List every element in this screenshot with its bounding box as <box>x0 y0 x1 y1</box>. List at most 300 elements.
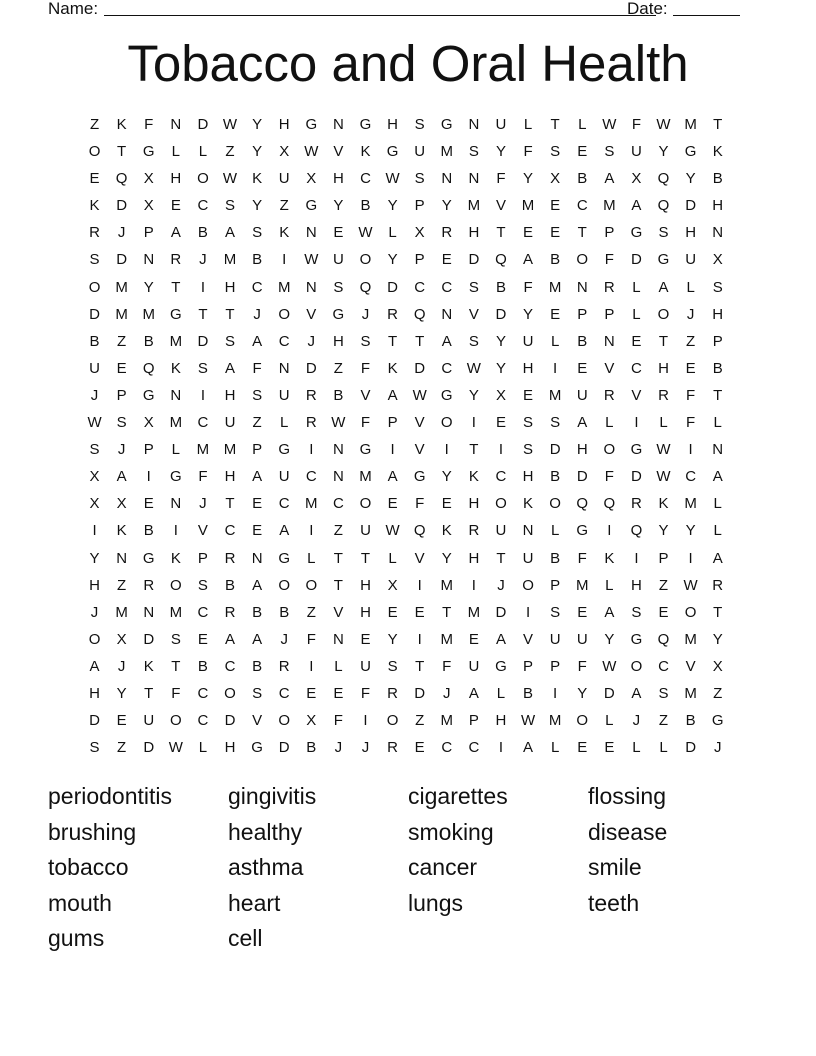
grid-letter: E <box>387 495 398 513</box>
grid-letter: Y <box>658 143 669 161</box>
grid-letter: W <box>683 576 698 594</box>
grid-letter: W <box>331 414 346 432</box>
grid-letter: H <box>89 684 100 702</box>
grid-letter: E <box>252 495 263 513</box>
grid-letter: Z <box>117 739 127 757</box>
grid-letter: B <box>495 278 506 296</box>
grid-letter: E <box>360 630 371 648</box>
grid-letter: O <box>169 712 182 730</box>
grid-letter: M <box>223 441 237 459</box>
grid-letter: L <box>198 739 208 757</box>
grid-letter: O <box>630 657 643 675</box>
grid-letter: H <box>631 576 642 594</box>
grid-letter: Z <box>306 603 316 621</box>
grid-letter: H <box>522 468 534 486</box>
grid-letter: O <box>305 576 318 594</box>
grid-letter: W <box>222 116 238 133</box>
grid-letter: K <box>252 170 263 188</box>
grid-letter: B <box>685 712 696 730</box>
grid-letter: X <box>143 170 154 188</box>
grid-letter: V <box>468 305 479 323</box>
grid-letter: X <box>279 143 290 161</box>
grid-letter: L <box>632 739 641 757</box>
grid-letter: T <box>713 603 723 621</box>
grid-letter: E <box>414 739 425 757</box>
grid-letter: E <box>414 603 425 621</box>
grid-letter: J <box>361 739 370 757</box>
grid-letter: L <box>605 576 614 594</box>
grid-letter: T <box>577 224 587 242</box>
grid-letter: G <box>440 116 453 133</box>
word-list-item: gingivitis <box>228 783 317 809</box>
grid-letter: I <box>634 549 639 567</box>
grid-letter: B <box>225 576 236 594</box>
word-list-item: smile <box>588 854 642 881</box>
grid-letter: C <box>251 278 263 296</box>
grid-letter: Q <box>142 359 155 377</box>
grid-letter: T <box>469 441 479 459</box>
grid-letter: O <box>522 576 534 594</box>
grid-letter: J <box>686 305 695 323</box>
grid-letter: V <box>333 603 344 621</box>
grid-letter: Q <box>657 197 670 215</box>
grid-letter: O <box>278 712 291 730</box>
grid-letter: J <box>90 603 99 621</box>
grid-letter: V <box>360 386 371 404</box>
grid-letter: D <box>414 684 426 702</box>
word-list-item: healthy <box>228 818 303 845</box>
grid-letter: C <box>278 332 290 350</box>
grid-letter: J <box>334 739 343 757</box>
grid-letter: U <box>278 386 290 404</box>
grid-letter: M <box>169 332 183 350</box>
grid-letter: L <box>496 684 506 702</box>
grid-letter: S <box>197 359 208 377</box>
word-list-item: lungs <box>408 889 463 916</box>
grid-letter: P <box>143 224 154 242</box>
grid-letter: Q <box>576 495 589 513</box>
grid-letter: F <box>415 495 425 513</box>
grid-letter: S <box>170 630 181 648</box>
grid-letter: N <box>712 224 724 242</box>
grid-letter: H <box>332 332 344 350</box>
grid-letter: Z <box>658 712 669 730</box>
grid-letter: I <box>553 359 558 377</box>
grid-letter: M <box>115 603 128 621</box>
grid-letter: U <box>549 630 561 648</box>
grid-letter: O <box>88 143 101 161</box>
grid-letter: H <box>224 278 236 296</box>
grid-letter: G <box>332 305 345 323</box>
grid-letter: Y <box>387 251 398 269</box>
grid-letter: F <box>442 657 452 675</box>
grid-letter: H <box>360 603 371 621</box>
grid-letter: J <box>443 684 451 702</box>
grid-letter: E <box>170 197 181 215</box>
grid-letter: S <box>116 414 127 432</box>
grid-letter: L <box>388 549 397 567</box>
grid-letter: R <box>387 739 398 757</box>
grid-letter: J <box>253 305 261 323</box>
name-label: Name: <box>48 0 99 18</box>
grid-letter: S <box>89 739 100 757</box>
grid-letter: S <box>550 603 561 621</box>
grid-letter: X <box>712 251 723 269</box>
grid-letter: R <box>603 278 615 296</box>
grid-letter: G <box>359 116 372 133</box>
grid-letter: B <box>252 251 263 269</box>
grid-letter: B <box>550 468 561 486</box>
grid-letter: P <box>197 549 208 567</box>
grid-letter: S <box>333 278 344 296</box>
grid-letter: Z <box>713 684 723 702</box>
grid-letter: F <box>306 630 316 648</box>
grid-letter: O <box>169 576 182 594</box>
grid-letter: R <box>89 224 100 242</box>
grid-letter: X <box>116 495 127 513</box>
grid-letter: W <box>412 386 427 404</box>
date-field[interactable] <box>673 0 740 16</box>
grid-letter: F <box>523 143 533 161</box>
grid-letter: G <box>142 549 155 567</box>
grid-letter: W <box>385 170 400 188</box>
grid-letter: K <box>523 495 534 513</box>
grid-letter: D <box>495 305 507 323</box>
grid-letter: P <box>712 332 723 350</box>
grid-letter: W <box>602 657 617 675</box>
grid-letter: V <box>685 657 696 675</box>
grid-letter: L <box>578 116 587 133</box>
grid-letter: W <box>87 414 102 432</box>
grid-letter: B <box>577 332 588 350</box>
grid-letter: B <box>279 603 290 621</box>
grid-letter: V <box>414 414 425 432</box>
grid-letter: E <box>523 386 534 404</box>
grid-letter: H <box>387 116 398 133</box>
grid-letter: O <box>359 251 372 269</box>
word-list-item: cancer <box>408 854 478 881</box>
grid-letter: A <box>387 468 398 486</box>
grid-letter: I <box>634 414 639 432</box>
grid-letter: T <box>658 332 669 350</box>
grid-letter: R <box>278 657 290 675</box>
grid-letter: W <box>304 251 319 269</box>
grid-letter: Y <box>495 359 506 377</box>
grid-letter: D <box>631 251 642 269</box>
grid-letter: U <box>631 143 642 161</box>
grid-letter: I <box>146 468 151 486</box>
grid-letter: A <box>468 684 479 702</box>
word-search-grid <box>81 111 731 761</box>
grid-letter: J <box>280 630 288 648</box>
grid-letter: V <box>252 712 263 730</box>
grid-letter: P <box>550 576 561 594</box>
grid-letter: J <box>361 305 370 323</box>
grid-letter: F <box>171 684 181 702</box>
grid-letter: O <box>549 495 561 513</box>
grid-letter: Q <box>630 522 643 540</box>
grid-letter: E <box>550 305 561 323</box>
grid-letter: K <box>143 657 154 675</box>
grid-letter: I <box>309 522 314 540</box>
grid-letter: M <box>548 386 562 404</box>
grid-letter: N <box>305 278 317 296</box>
grid-letter: A <box>279 522 290 540</box>
grid-letter: G <box>386 143 399 161</box>
grid-letter: L <box>605 414 614 432</box>
grid-letter: I <box>200 386 205 404</box>
grid-letter: P <box>414 251 425 269</box>
grid-letter: F <box>360 684 371 702</box>
word-list-item: cigarettes <box>408 783 508 809</box>
grid-letter: O <box>386 712 399 730</box>
grid-letter: N <box>278 359 290 377</box>
grid-letter: Z <box>686 332 696 350</box>
grid-letter: S <box>604 143 615 161</box>
word-list-item: tobacco <box>48 854 129 881</box>
grid-letter: D <box>685 197 697 215</box>
grid-letter: X <box>306 712 317 730</box>
grid-letter: K <box>712 143 723 161</box>
grid-letter: C <box>197 712 209 730</box>
grid-letter: B <box>197 224 208 242</box>
grid-letter: O <box>359 495 372 513</box>
grid-letter: N <box>441 170 453 188</box>
grid-letter: I <box>309 657 314 675</box>
grid-letter: X <box>550 170 561 188</box>
grid-letter: X <box>143 414 154 432</box>
grid-letter: I <box>444 441 449 459</box>
grid-letter: K <box>116 116 127 133</box>
grid-letter: V <box>495 197 506 215</box>
grid-letter: C <box>360 170 371 188</box>
grid-letter: W <box>304 143 319 161</box>
grid-letter: H <box>712 305 724 323</box>
grid-letter: O <box>684 603 697 621</box>
grid-letter: H <box>89 576 100 594</box>
grid-letter: B <box>360 197 371 215</box>
grid-letter: M <box>115 305 128 323</box>
grid-letter: C <box>685 468 697 486</box>
grid-letter: U <box>576 630 588 648</box>
grid-letter: L <box>632 305 641 323</box>
grid-letter: H <box>522 359 534 377</box>
grid-letter: Y <box>685 170 696 188</box>
grid-letter: K <box>279 224 290 242</box>
grid-letter: Y <box>252 116 263 133</box>
grid-letter: E <box>387 603 398 621</box>
grid-letter: T <box>333 576 343 594</box>
grid-letter: W <box>466 359 481 377</box>
grid-letter: Y <box>116 684 127 702</box>
grid-letter: G <box>142 386 155 404</box>
grid-letter: E <box>577 603 588 621</box>
grid-letter: E <box>441 251 452 269</box>
name-date-line <box>48 0 768 20</box>
grid-letter: J <box>199 495 207 513</box>
grid-letter: W <box>222 170 238 188</box>
grid-letter: T <box>713 386 723 404</box>
grid-letter: P <box>550 657 561 675</box>
grid-letter: A <box>252 332 263 350</box>
grid-letter: T <box>225 305 235 323</box>
word-list-item: gums <box>48 925 105 952</box>
grid-letter: C <box>576 197 588 215</box>
grid-letter: D <box>224 712 236 730</box>
word-list-item: teeth <box>588 889 640 916</box>
grid-letter: M <box>548 712 562 730</box>
grid-letter: Y <box>495 143 506 161</box>
grid-letter: R <box>224 603 236 621</box>
grid-letter: R <box>305 414 317 432</box>
grid-letter: E <box>550 197 561 215</box>
grid-letter: B <box>550 549 561 567</box>
grid-letter: T <box>198 305 208 323</box>
grid-letter: I <box>688 549 693 567</box>
grid-letter: M <box>467 197 481 215</box>
grid-letter: M <box>440 630 454 648</box>
grid-letter: M <box>277 278 291 296</box>
grid-letter: Y <box>252 197 263 215</box>
grid-letter: W <box>520 712 536 730</box>
word-list-item: brushing <box>48 818 137 845</box>
grid-letter: N <box>170 495 182 513</box>
grid-letter: N <box>332 468 344 486</box>
grid-letter: E <box>658 603 669 621</box>
grid-letter: C <box>197 197 209 215</box>
grid-letter: D <box>143 630 155 648</box>
grid-letter: A <box>225 224 236 242</box>
grid-letter: L <box>686 278 695 296</box>
grid-letter: T <box>550 116 560 133</box>
grid-letter: H <box>360 576 371 594</box>
grid-letter: C <box>305 468 317 486</box>
grid-letter: L <box>388 224 397 242</box>
grid-letter: M <box>169 603 183 621</box>
grid-letter: Y <box>387 197 398 215</box>
grid-letter: D <box>631 468 642 486</box>
grid-letter: I <box>92 522 97 540</box>
grid-letter: E <box>577 739 588 757</box>
grid-letter: A <box>252 468 263 486</box>
grid-letter: T <box>713 116 723 133</box>
grid-letter: Y <box>495 332 506 350</box>
grid-letter: U <box>360 657 371 675</box>
grid-letter: M <box>115 278 128 296</box>
grid-letter: Y <box>143 278 154 296</box>
grid-letter: O <box>88 278 101 296</box>
grid-letter: I <box>173 522 178 540</box>
name-field[interactable] <box>104 0 656 16</box>
grid-letter: J <box>90 386 99 404</box>
grid-letter: N <box>468 170 480 188</box>
grid-letter: T <box>496 224 506 242</box>
grid-letter: Y <box>523 170 534 188</box>
word-list-item: periodontitis <box>48 783 173 809</box>
grid-letter: C <box>332 495 344 513</box>
grid-letter: Y <box>523 305 534 323</box>
grid-letter: J <box>117 657 126 675</box>
grid-letter: I <box>498 441 504 459</box>
grid-letter: S <box>387 657 398 675</box>
grid-letter: T <box>117 143 127 161</box>
grid-letter: B <box>550 251 561 269</box>
grid-letter: L <box>659 739 668 757</box>
grid-letter: U <box>332 251 344 269</box>
grid-letter: S <box>414 116 425 133</box>
grid-letter: E <box>441 495 452 513</box>
grid-letter: D <box>576 468 588 486</box>
grid-letter: W <box>656 116 671 133</box>
grid-letter: Y <box>387 630 398 648</box>
grid-letter: Q <box>359 278 372 296</box>
grid-letter: E <box>306 684 317 702</box>
grid-letter: X <box>89 468 100 486</box>
grid-letter: O <box>440 414 453 432</box>
grid-letter: F <box>631 116 641 133</box>
grid-letter: I <box>200 278 205 296</box>
grid-letter: Y <box>658 522 669 540</box>
grid-letter: V <box>306 305 317 323</box>
grid-letter: M <box>440 576 454 594</box>
grid-letter: Z <box>117 332 127 350</box>
word-bank <box>48 780 768 958</box>
grid-letter: F <box>604 468 614 486</box>
grid-letter: R <box>387 684 398 702</box>
word-list-item: smoking <box>408 818 494 845</box>
grid-letter: F <box>604 251 614 269</box>
grid-letter: W <box>656 441 671 459</box>
grid-letter: A <box>631 684 642 702</box>
grid-letter: H <box>468 224 480 242</box>
grid-letter: T <box>415 332 425 350</box>
grid-letter: L <box>659 414 668 432</box>
grid-letter: H <box>224 468 236 486</box>
grid-letter: I <box>471 576 476 594</box>
grid-letter: A <box>441 332 452 350</box>
grid-letter: H <box>332 170 344 188</box>
grid-letter: R <box>387 305 398 323</box>
grid-letter: N <box>468 116 480 133</box>
grid-letter: D <box>603 684 615 702</box>
grid-letter: E <box>604 739 615 757</box>
grid-letter: Y <box>468 386 479 404</box>
word-list-item: disease <box>588 818 668 845</box>
grid-letter: N <box>522 522 534 540</box>
grid-letter: R <box>170 251 182 269</box>
grid-letter: N <box>143 603 155 621</box>
grid-letter: G <box>711 712 724 730</box>
grid-letter: O <box>197 170 209 188</box>
grid-letter: J <box>632 712 641 730</box>
grid-letter: M <box>142 305 155 323</box>
grid-letter: R <box>305 386 317 404</box>
grid-letter: N <box>576 278 588 296</box>
grid-letter: X <box>631 170 642 188</box>
grid-letter: M <box>305 495 318 513</box>
grid-letter: B <box>89 332 100 350</box>
grid-letter: T <box>442 603 452 621</box>
grid-letter: V <box>414 441 425 459</box>
grid-letter: Q <box>413 522 426 540</box>
grid-letter: O <box>576 712 589 730</box>
grid-letter: F <box>686 386 696 404</box>
grid-letter: B <box>252 603 263 621</box>
grid-letter: L <box>713 495 722 513</box>
grid-letter: O <box>603 441 616 459</box>
grid-letter: Q <box>413 305 426 323</box>
grid-letter: S <box>658 224 669 242</box>
